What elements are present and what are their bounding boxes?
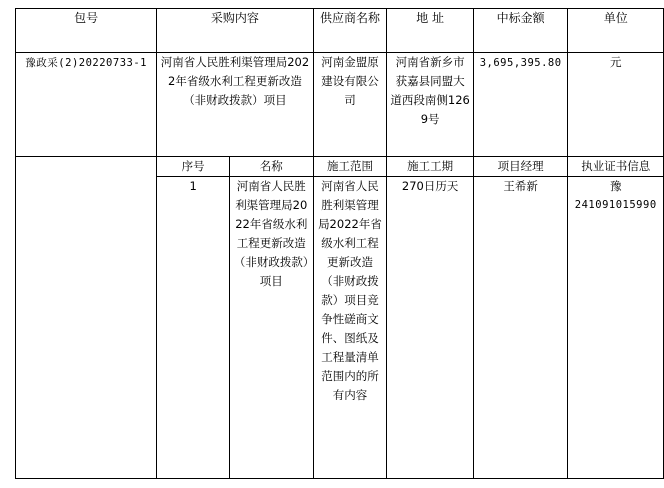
package-no-cell [16,53,157,157]
winning-amount-value: 3,695,395.80 [479,57,562,69]
sub-header-row [16,157,664,177]
header-procurement-content: 采购内容 [157,9,313,53]
award-row [16,53,664,157]
winning-amount-cell [473,53,568,157]
header-supplier-name: 供应商名称 [313,9,387,53]
header-address: 地 址 [387,9,474,53]
supplier-name-cell: 河南金盟原建设有限公司 [313,53,387,157]
header-unit: 单位 [568,9,664,53]
header-winning-amount: 中标金额 [473,9,568,53]
item-manager-cell: 王希新 [473,177,568,479]
item-period-cell: 270日历天 [387,177,474,479]
header-row [16,9,664,53]
unit-cell: 元 [568,53,664,157]
item-scope-cell: 河南省人民胜利渠管理局2022年省级水利工程更新改造（非财政拨款）项目竞争性磋商文件、图纸及工程量清单范围内的所有内容 [313,177,387,479]
certificate-number: 241091015990 [574,199,657,211]
sub-header-scope: 施工范围 [313,157,387,177]
sub-header-manager: 项目经理 [473,157,568,177]
address-cell: 河南省新乡市获嘉县同盟大道西段南侧1269号 [387,53,474,157]
item-name-cell: 河南省人民胜利渠管理局2022年省级水利工程更新改造（非财政拨款）项目 [229,177,313,479]
sub-header-period: 施工工期 [387,157,474,177]
header-package-no: 包号 [16,9,157,53]
empty-merged-cell [16,157,157,479]
item-seq-cell: 1 [157,177,230,479]
certificate-prefix: 豫 [609,179,622,193]
sub-header-name: 名称 [229,157,313,177]
award-table [15,8,664,479]
sub-header-certificate: 执业证书信息 [568,157,664,177]
sub-header-seq: 序号 [157,157,230,177]
procurement-content-cell: 河南省人民胜利渠管理局2022年省级水利工程更新改造（非财政拨款）项目 [157,53,313,157]
package-no-value: 豫政采(2)20220733-1 [25,57,147,69]
item-certificate-cell [568,177,664,479]
